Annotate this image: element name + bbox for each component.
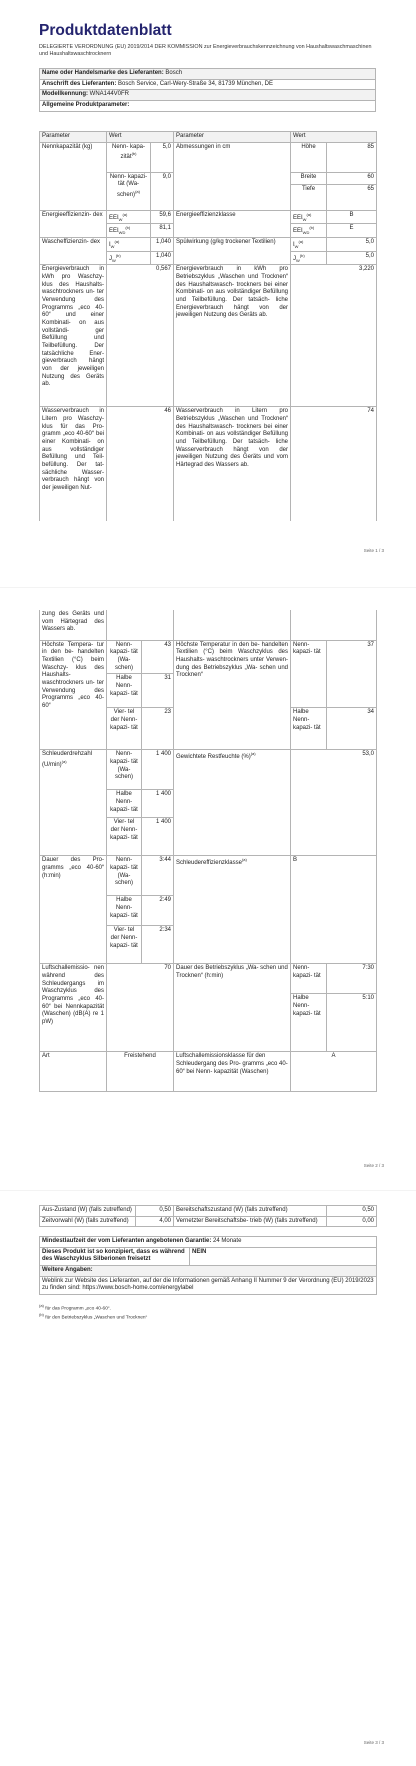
weitere-heading: Weitere Angaben: — [40, 1266, 377, 1277]
weblink-text: Weblink zur Website des Lieferanten, auf der die Informationen gemäß Anhang II Nummer 9 der Verordnung (EU) 2019/2023 zu finden sind: — [42, 1277, 374, 1292]
tiefe-val: 65 — [327, 184, 377, 210]
spuel-1-val: 5,0 — [327, 238, 377, 252]
tiefe-label: Tiefe — [291, 184, 327, 210]
page-3 — [0, 1200, 416, 1766]
art-label: Art — [40, 1052, 107, 1092]
wasser-wd-label-cont — [174, 610, 291, 640]
page-2 — [0, 598, 416, 1183]
eek-w-val: B — [327, 210, 377, 224]
wasser-w-val-cont — [107, 610, 174, 640]
eek-wd-val: E — [327, 224, 377, 238]
schleuder-eff-val: B — [291, 856, 377, 964]
silber-val: NEIN — [190, 1247, 377, 1265]
bereit-val: 0,50 — [327, 1206, 377, 1217]
eek-wd-label: $EEI_{WD}^{(b)}$ — [291, 224, 327, 238]
wasser-w-val: 46 — [107, 407, 174, 521]
eei-wd-label: $EEI_{WD}^{(b)}$ — [107, 224, 151, 238]
nennkap-sub-2: Nenn- kapazi- tät (Wa- schen)$^{(a)}$ — [107, 172, 151, 210]
brand-row — [40, 69, 376, 80]
jw-val: 1,040 — [151, 251, 174, 265]
dauer-w-val-2: 2:49 — [142, 896, 174, 926]
page-1 — [0, 0, 416, 575]
garantie-row — [40, 1237, 377, 1248]
schleuder-val-2: 1 400 — [142, 790, 174, 818]
art-val: Freistehend — [107, 1052, 174, 1092]
silber-label: Dieses Produkt ist so konzipiert, dass es während des Waschzyklus Silberionen freisetzt — [40, 1247, 190, 1265]
nennkap-sub-1: Nenn- kapa- zität$^{(b)}$ — [107, 142, 151, 172]
schleuder-val-3: 1 400 — [142, 818, 174, 856]
dauer-wd-val-1: 7:30 — [327, 964, 377, 994]
schleuder-sub-3: Vier- tel der Nenn- kapazi- tät — [107, 818, 142, 856]
vernetzt-val: 0,00 — [327, 1216, 377, 1227]
vernetzt-label: Vernetzter Bereitschaftsbe- trieb (W) (falls zutreffend) — [174, 1216, 327, 1227]
page-number-3: Seite 3 / 3 — [363, 1740, 384, 1745]
garantie-label: Mindestlaufzeit der vom Lieferanten angebotenen Garantie: — [42, 1238, 212, 1244]
schleuder-sub-2: Halbe Nenn- kapazi- tät — [107, 790, 142, 818]
temp-w-val-1: 43 — [142, 640, 174, 674]
address-label: Anschrift des Lieferanten: — [42, 80, 117, 87]
params-table-2 — [39, 610, 377, 1092]
bereit-label: Bereitschaftszustand (W) (falls zutreffend) — [174, 1206, 327, 1217]
energie-wd-label: Energieverbrauch in kWh pro Betriebszyklus „Waschen und Trocknen“ des Haushaltswasch- trockners bei einer Kombinati- on aus vollständiger Befüllung und Teilbefüllung. Der tatsäch- liche Energieverbrauch hängt von der jeweiligen Nutzung des Geräts ab. — [174, 265, 291, 407]
temp-wd-val-1: 37 — [327, 640, 377, 708]
wasser-w-label: Wasserverbrauch in Litern pro Waschzy- klus für das Pro- gramm „eco 40-60“ bei einer Kombinati- on aus vollständiger Befüllung und Teil- befüllung. Der tat- sächliche Wasser- verbrauch hängt von der jeweiligen Nut- — [40, 407, 107, 521]
schleuder-sub-1: Nenn- kapazi- tät (Wa- schen) — [107, 750, 142, 790]
schleuder-eff-label: Schleudereffizienzklasse$^{(a)}$ — [174, 856, 291, 964]
wasser-w-label-cont: zung des Geräts und vom Härtegrad des Wassers ab. — [40, 610, 107, 640]
eei-label: Energieeffizienzin- dex — [40, 210, 107, 237]
temp-wd-sub-1: Nenn- kapazi- tät — [291, 640, 327, 708]
wasser-wd-val: 74 — [291, 407, 377, 521]
weblink-row — [40, 1276, 377, 1294]
jw-label: $J_W^{(b)}$ — [107, 251, 151, 265]
brand-value: Bosch — [165, 70, 183, 76]
temp-w-label: Höchste Tempera- tur in den be- handelten Textilien (°C) beim Waschzy- klus des Haushalts- waschtrockners un- ter Verwendung des Programms „eco 40-60“ — [40, 640, 107, 750]
energie-w-val: 0,567 — [107, 265, 174, 407]
temp-w-sub-1: Nenn- kapazi- tät (Wa- schen) — [107, 640, 142, 674]
weblink-url[interactable]: https://www.bosch-home.com/energylabel — [82, 1285, 194, 1292]
temp-wd-label: Höchste Temperatur in den be- handelten Textilien (°C) beim Waschzyklus des Haushalts- waschtrockners unter Verwen- dung des Betriebszyklus „Wa- schen und Trocknen“ — [174, 640, 291, 750]
eei-w-label: $EEI_W^{(a)}$ — [107, 210, 151, 224]
breite-label: Breite — [291, 172, 327, 184]
laerm-val: 70 — [107, 964, 174, 1052]
dauer-wd-sub-1: Nenn- kapazi- tät — [291, 964, 327, 994]
breite-val: 60 — [327, 172, 377, 184]
temp-w-sub-2: Halbe Nenn- kapazi- tät — [107, 674, 142, 708]
temp-w-val-2: 31 — [142, 674, 174, 708]
spuel-label: Spülwirkung (g/kg trockener Textilien) — [174, 238, 291, 265]
laerm-label: Luftschallemissio- nen während des Schleudergangs im Waschzyklus des Programms „eco 40-60“ bei Nennkapazität (Waschen) (dB(A) re 1 pW) — [40, 964, 107, 1052]
zeitvorwahl-val: 4,00 — [136, 1216, 174, 1227]
iw-label: $I_W^{(a)}$ — [107, 238, 151, 252]
page-number-2: Seite 2 / 3 — [363, 1163, 384, 1168]
laermklasse-val: A — [291, 1052, 377, 1092]
garantie-val: 24 Monate — [213, 1238, 242, 1244]
abm-label: Abmessungen in cm — [174, 142, 291, 210]
general-params-heading: Allgemeine Produktparameter: — [40, 101, 376, 112]
energie-w-label: Energieverbrauch in kWh pro Waschzy- klus des Haushalts- waschtrockners un- ter Verwendung des Programms „eco 40-60“ und einer Kombinati- on aus vollständi- ger Befüllung und Teilbefüllung. Der tatsächliche Ener- gieverbrauch hängt von der jeweiligen Nutzung des Geräts ab. — [40, 265, 107, 407]
eei-w-val: 59,6 — [151, 210, 174, 224]
params-table-3 — [39, 1205, 377, 1227]
params-table-1 — [39, 131, 377, 521]
hoehe-val: 85 — [327, 142, 377, 172]
address-row — [40, 79, 376, 90]
document-title: Produktdatenblatt — [39, 22, 172, 39]
col-value-2: Wert — [291, 132, 377, 143]
spuel-2-label: $J_W^{(b)}$ — [291, 251, 327, 265]
temp-wd-val-2: 34 — [327, 708, 377, 750]
dauer-wd-val-2: 5:10 — [327, 994, 377, 1052]
dauer-wd-label: Dauer des Betriebszyklus „Wa- schen und Trocknen“ (h:min) — [174, 964, 291, 1052]
spuel-1-label: $I_W^{(a)}$ — [291, 238, 327, 252]
schleuder-val-1: 1 400 — [142, 750, 174, 790]
restfeuchte-label: Gewichtete Restfeuchte (%)$^{(a)}$ — [174, 750, 291, 856]
spuel-2-val: 5,0 — [327, 251, 377, 265]
dauer-w-sub-3: Vier- tel der Nenn- kapazi- tät — [107, 926, 142, 964]
col-value-1: Wert — [107, 132, 174, 143]
zeitvorwahl-label: Zeitvorwahl (W) (falls zutreffend) — [40, 1216, 136, 1227]
footnote-b: $^{(b)}$ für den Betriebszyklus „Waschen und Trocknen“ — [39, 1312, 148, 1321]
params-table-4 — [39, 1236, 377, 1295]
dauer-w-label: Dauer des Pro- gramms „eco 40-60“ (h:min) — [40, 856, 107, 964]
page-number-1: Seite 1 / 3 — [363, 548, 384, 553]
model-value: WNA144V0FR — [89, 91, 130, 98]
schleuder-label: Schleuderdrehzahl $(U/\min)^{(a)}$ — [40, 750, 107, 856]
restfeuchte-val: 53,0 — [291, 750, 377, 856]
dauer-w-sub-1: Nenn- kapazi- tät (Wa- schen) — [107, 856, 142, 896]
wasser-wd-val-cont — [291, 610, 377, 640]
energie-wd-val: 3,220 — [291, 265, 377, 407]
info-table — [39, 68, 376, 112]
nennkap-val-1: 5,0 — [151, 142, 174, 172]
aus-label: Aus-Zustand (W) (falls zutreffend) — [40, 1206, 136, 1217]
dauer-w-val-3: 2:34 — [142, 926, 174, 964]
col-param-2: Parameter — [174, 132, 291, 143]
wasser-wd-label: Wasserverbrauch in Litern pro Betriebszyklus „Waschen und Trocknen“ des Haushaltswasch- trockners bei einer Kombinati- on aus vollständiger Befüllung und Teilbefüllung. Der tatsäch- liche Wasserverbrauch hängt von der jeweiligen Nutzung des Geräts und vom Härtegrad des Wassers ab. — [174, 407, 291, 521]
page-separator-2 — [0, 1190, 416, 1191]
page-separator-1 — [0, 587, 416, 588]
footnote-a: $^{(a)}$ für das Programm „eco 40-60“. — [39, 1303, 111, 1312]
col-param-1: Parameter — [40, 132, 107, 143]
dauer-w-val-1: 3:44 — [142, 856, 174, 896]
iw-val: 1,040 — [151, 238, 174, 252]
dauer-wd-sub-2: Halbe Nenn- kapazi- tät — [291, 994, 327, 1052]
nennkap-val-2: 9,0 — [151, 172, 174, 210]
eei-wd-val: 81,1 — [151, 224, 174, 238]
address-value: Bosch Service, Carl-Wery-Straße 34, 81739 München, DE — [118, 80, 273, 87]
temp-w-val-3: 23 — [142, 708, 174, 750]
nennkap-label: Nennkapazität (kg) — [40, 142, 107, 210]
model-label: Modellkennung: — [42, 91, 88, 98]
brand-label: Name oder Handelsmarke des Lieferanten: — [42, 70, 164, 76]
eek-label: Energieeffizienzklasse — [174, 210, 291, 237]
dauer-w-sub-2: Halbe Nenn- kapazi- tät — [107, 896, 142, 926]
document-subtitle: DELEGIERTE VERORDNUNG (EU) 2019/2014 DER KOMMISSION zur Energieverbrauchskennzeichnung von Haushaltswaschmaschinen und Haushaltswaschtrocknern — [39, 44, 372, 58]
hoehe-label: Höhe — [291, 142, 327, 172]
model-row — [40, 90, 376, 101]
wei-label: Wascheffizienzin- dex — [40, 238, 107, 265]
laermklasse-label: Luftschallemissionsklasse für den Schleudergang des Pro- gramms „eco 40-60“ bei Nenn- kapazität (Waschen) — [174, 1052, 291, 1092]
temp-wd-sub-2: Halbe Nenn- kapazi- tät — [291, 708, 327, 750]
temp-w-sub-3: Vier- tel der Nenn- kapazi- tät — [107, 708, 142, 750]
aus-val: 0,50 — [136, 1206, 174, 1217]
eek-w-label: $EEI_W^{(a)}$ — [291, 210, 327, 224]
